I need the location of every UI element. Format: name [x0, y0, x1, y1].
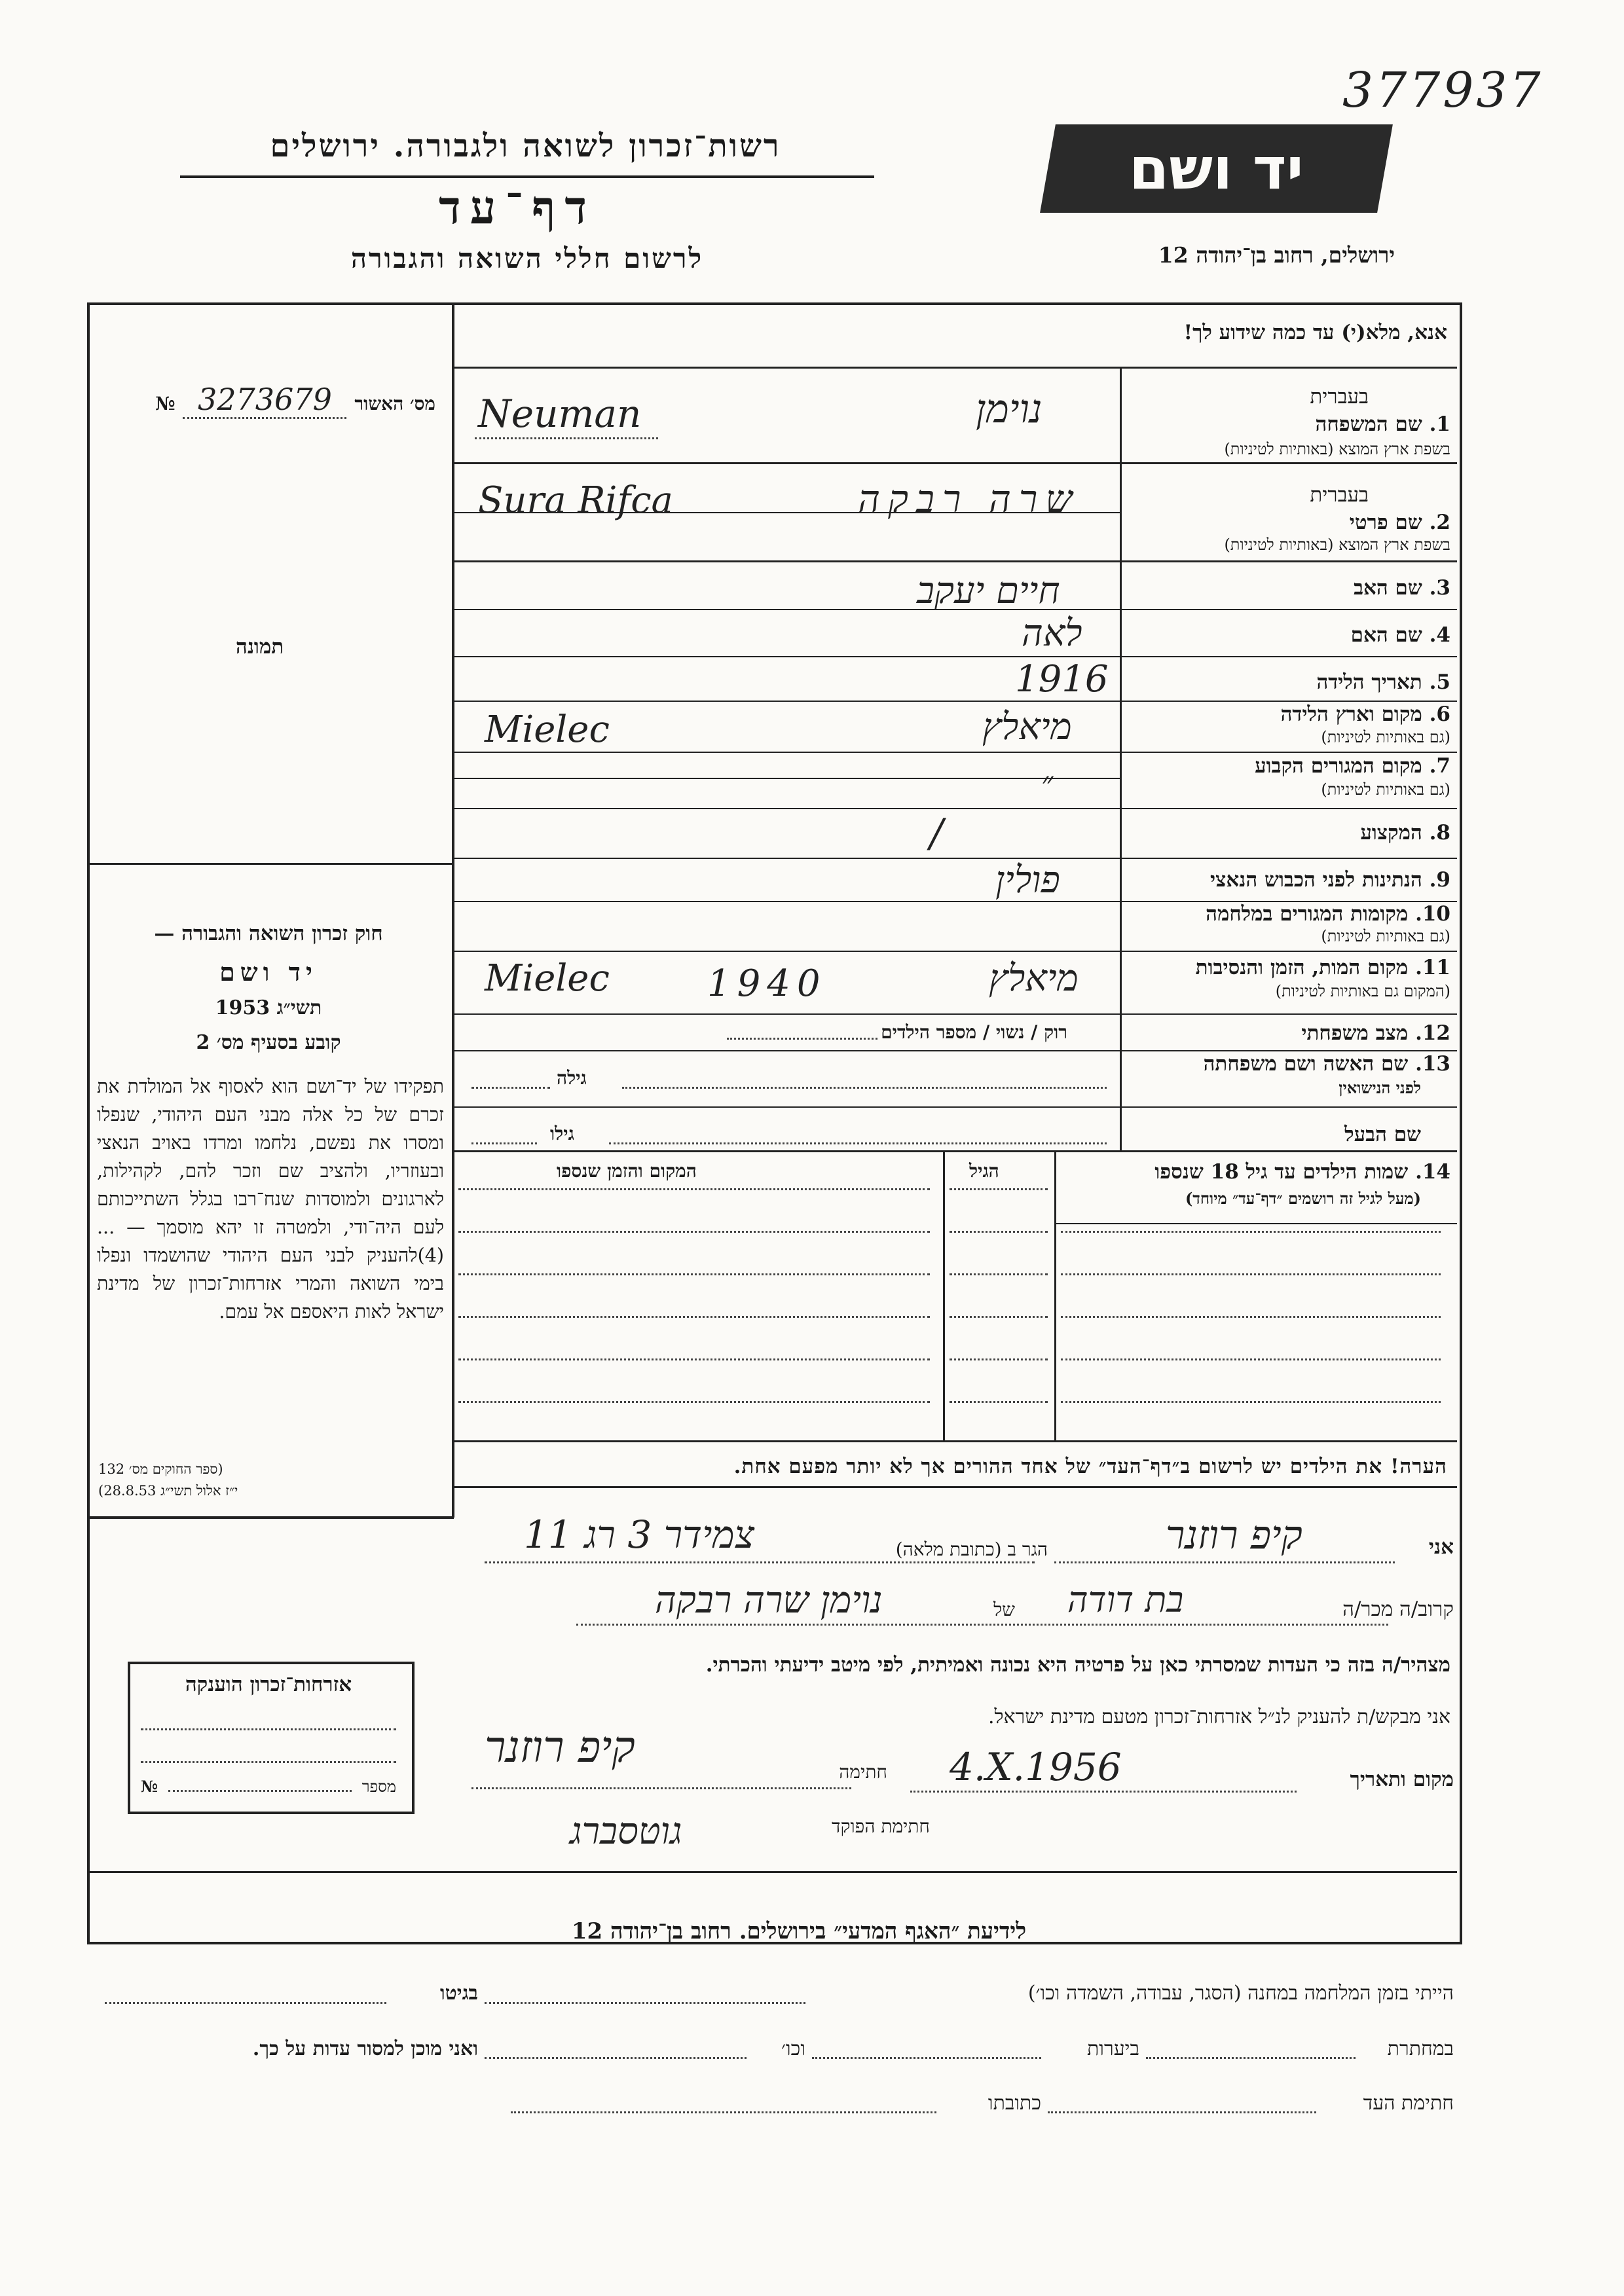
bottom-line2-mid2: וכו׳: [781, 2037, 805, 2060]
relative-label: קרוב/ה מכר/ה: [1342, 1597, 1454, 1621]
field-1-num: 1.: [1429, 412, 1450, 436]
bottom-line3-mid: כתובתו: [987, 2092, 1041, 2115]
field-14-label: שמות הילדים עד גיל 18 שנספו: [1154, 1160, 1409, 1184]
field-13-sub: לפני הנישואין: [1338, 1078, 1421, 1097]
field-10-num: 10.: [1415, 902, 1450, 926]
law-body: תפקידו של יד־ושם הוא לאסוף אל המולדת את זכרם של כל אלה מבני העם היהודי, שנפלו ומסרו את נפשם, נלחמו ומרדו באויב הנאצי ובעוזריו, ולהציב שם וזכר להם, לקהילות, לארגונים ולמוסדות שנח־רבו בגלל השתייכותם לעם היה־ודי, ולמטרה זו יהא מוסמך — ...(4)להעניק לבני העם היהודי שהושמדו ונפלו בימי השואה והמרי אזרחות־זכרון של מדינת ישראל לאות היאספם אל עמם.: [97, 1076, 444, 1322]
logo-text: יד ושם: [1129, 135, 1304, 202]
declarant-name: קיפ רוזנר: [1166, 1512, 1302, 1558]
law-year: תשי״ג 1953: [215, 996, 322, 1019]
field-6-num: 6.: [1429, 702, 1450, 726]
field-4-num: 4.: [1429, 623, 1450, 647]
place-date-label: מקום ותאריך: [1350, 1768, 1454, 1791]
citizenship-value: פולין: [995, 859, 1060, 902]
note: הערה! את הילדים יש לרשום ב״דף־העד״ של אחד ההורים אך לא יותר מפעם אחת.: [733, 1455, 1447, 1478]
death-place-latin: Mielec: [485, 957, 610, 1000]
bottom-line2-mid1: ביערות: [1086, 2037, 1139, 2060]
field-11-label: מקום המות, הזמן והנסיבות: [1195, 956, 1409, 979]
birth-year: 1916: [1015, 658, 1109, 701]
yad-vashem-logo: [1040, 124, 1393, 213]
field-2-num: 2.: [1429, 511, 1450, 534]
declarant-address: צמידר 3 רג 11: [524, 1512, 755, 1557]
relation-value: בת דודה: [1067, 1579, 1184, 1620]
firstname-hebrew: שרה רבקה: [858, 477, 1080, 521]
field-3-num: 3.: [1429, 576, 1450, 600]
field-13-num: 13.: [1415, 1052, 1450, 1076]
field-11-num: 11.: [1415, 956, 1450, 979]
field-11-sub: (המקום גם באותיות לטיניות): [1275, 982, 1450, 1000]
birthplace-hebrew: מיאלץ: [982, 706, 1072, 748]
field-14-sub: (מעל לגיל זה רושמים ״דף־עד״ מיוחד): [1185, 1189, 1421, 1208]
father-name: חיים יעקב: [917, 570, 1060, 612]
field-7-sub: (גם באותיות לטיניות): [1321, 780, 1450, 799]
field-1-hint: בעברית: [1310, 385, 1369, 409]
firstname-latin: Sura Rifca: [478, 479, 673, 522]
field-10-sub: (גם באותיות לטיניות): [1321, 927, 1450, 945]
field-7-label: מקום המגורים הקבוע: [1255, 754, 1422, 778]
surname-latin: Neuman: [478, 392, 642, 436]
approval-label: מס׳ האשור: [354, 393, 435, 414]
field-1-label: שם המשפחה: [1315, 412, 1422, 436]
bottom-line2-end: ואני מוכן למסור עדות על כך.: [252, 2037, 478, 2060]
law-citation-2: י״ז אלול תשי״ג 28.8.53): [98, 1483, 238, 1499]
field-4-label: שם האם: [1350, 623, 1422, 647]
declaration-text: מצהיר/ה בזה כי העדות שמסרתי כאן על פרטיה היא נכונה ואמיתית, לפי מיטב ידיעתי והכרתי.: [705, 1653, 1450, 1677]
ani-label: אני: [1428, 1535, 1454, 1559]
approval-prefix: №: [155, 393, 175, 414]
registration-number: 377937: [1342, 62, 1543, 118]
field-8-num: 8.: [1429, 821, 1450, 845]
org-name: רשות־זכרון לשואה ולגבורה. ירושלים: [270, 128, 781, 164]
approval-number: 3273679: [183, 382, 346, 419]
field-12-label: מצב משפחתי: [1301, 1021, 1409, 1045]
field-2-hint: בעברית: [1310, 483, 1369, 507]
citizenship-title: אזרחות־זכרון הוענקה: [185, 1673, 352, 1696]
death-year: 1940: [707, 962, 827, 1005]
field-5-label: תאריך הלידה: [1316, 670, 1422, 694]
field-7-num: 7.: [1429, 754, 1450, 778]
field-10-label: מקומות המגורים במלחמה: [1206, 902, 1409, 926]
bottom-line3-start: חתימת העד: [1363, 2092, 1454, 2115]
surname-hebrew: נוימן: [976, 386, 1043, 432]
field-12-num: 12.: [1415, 1021, 1450, 1045]
declaration-date: 4.X.1956: [950, 1745, 1122, 1789]
of-name: נוימן שרה רבקה: [655, 1579, 883, 1622]
photo-label: תמונה: [236, 635, 284, 659]
bottom-line1-label: הייתי בזמן המלחמה במחנה (הסגר, עבודה, השמדה וכו׳): [1027, 1982, 1454, 2005]
field-9-num: 9.: [1429, 868, 1450, 892]
children-place-header: המקום והזמן שנספו: [557, 1160, 697, 1182]
officer-signature: גוטסברג: [570, 1810, 682, 1853]
field-1-sub: בשפת ארץ המוצא (באותיות לטיניות): [1224, 440, 1450, 458]
officer-label: חתימת הפוקד: [832, 1815, 930, 1837]
bottom-heading: לידיעת ״האגף המדעי״ בירושלים. רחוב בן־יהודה 12: [571, 1918, 1027, 1944]
field-8-label: המקצוע: [1360, 821, 1422, 845]
resides-label: הגר ב (כתובת מלאה): [895, 1539, 1048, 1560]
husband-label: שם הבעל: [1344, 1123, 1421, 1146]
field-14-num: 14.: [1415, 1160, 1450, 1184]
form-subtitle: לרשום חללי השואה והגבורה: [350, 242, 704, 274]
profession-value: /: [930, 811, 944, 856]
wife-age-label: גילה: [557, 1067, 587, 1089]
field-2-sub: בשפת ארץ המוצא (באותיות לטיניות): [1224, 536, 1450, 554]
request-text: אני מבקש/ת להעניק לנ״ל אזרחות־זכרון מטעם מדינת ישראל.: [987, 1705, 1450, 1728]
mother-name: לאה: [1022, 612, 1082, 655]
citizenship-number-label: מספר: [361, 1777, 396, 1796]
of-label: של: [993, 1599, 1015, 1620]
children-age-header: הגיל: [969, 1160, 999, 1182]
bottom-line1-end: בגיטו: [439, 1982, 478, 2005]
law-citation-1: (ספר החוקים מס׳ 132: [98, 1461, 223, 1477]
form-title: דף־עד: [438, 180, 596, 234]
field-6-label: מקום וארץ הלידה: [1280, 702, 1422, 726]
declarant-signature: קיפ רוזנר: [485, 1722, 635, 1772]
marital-options: רוק / נשוי / מספר הילדים: [881, 1021, 1067, 1043]
husband-age-label: גילו: [550, 1123, 574, 1144]
field-6-sub: (גם באותיות לטיניות): [1321, 728, 1450, 746]
death-place-hebrew: מיאלץ: [989, 957, 1079, 1000]
birthplace-latin: Mielec: [485, 708, 610, 751]
law-name: יד ושם: [219, 957, 318, 987]
field-13-label: שם האשה ושם משפחתה: [1203, 1052, 1409, 1076]
field-3-label: שם האב: [1354, 576, 1422, 600]
bottom-line2-start: במחתרת: [1387, 2037, 1454, 2060]
residence-value: ״: [1041, 765, 1054, 801]
field-5-num: 5.: [1429, 670, 1450, 694]
address: ירושלים, רחוב בן־יהודה 12: [1158, 242, 1395, 268]
signature-label: חתימה: [839, 1761, 887, 1783]
field-9-label: הנתינות לפני הכבוש הנאצי: [1210, 868, 1422, 892]
instruction: אנא, מלא(י) עד כמה שידוע לך!: [1183, 321, 1447, 344]
citizenship-number-prefix: №: [141, 1777, 158, 1796]
law-heading: חוק זכרון השואה והגבורה —: [154, 922, 383, 945]
field-2-label: שם פרטי: [1349, 511, 1422, 534]
law-section: קובע בסעיף מס׳ 2: [196, 1031, 341, 1054]
